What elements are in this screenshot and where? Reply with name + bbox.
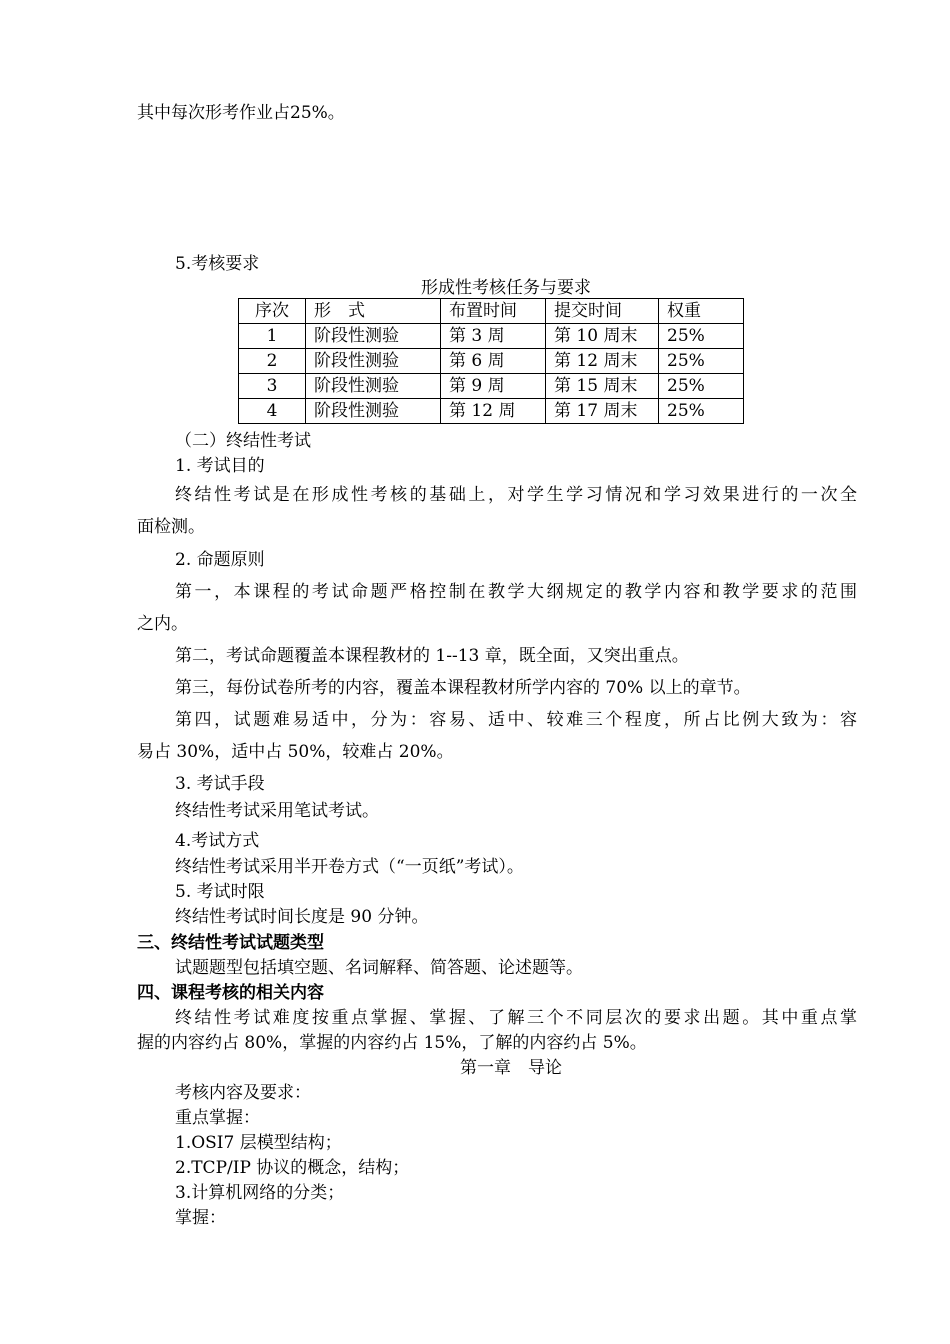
mode-heading: 4.考试方式 <box>175 831 260 851</box>
table-row <box>239 399 744 424</box>
assessment-heading: 5.考核要求 <box>175 254 260 274</box>
table-title: 形成性考核任务与要求 <box>421 278 591 298</box>
key-heading: 重点掌握： <box>175 1108 260 1128</box>
purpose-heading: 1. 考试目的 <box>175 456 265 476</box>
list-item: 3.计算机网络的分类； <box>175 1183 345 1203</box>
table-header-row <box>239 299 744 324</box>
table-cell: 阶段性测验 <box>306 374 441 399</box>
table-cell: 25% <box>659 399 744 424</box>
table-cell: 阶段性测验 <box>306 349 441 374</box>
principle-heading: 2. 命题原则 <box>175 550 265 570</box>
top-note: 其中每次形考作业占25%。 <box>137 103 345 123</box>
chapter-title: 第一章 导论 <box>460 1058 562 1078</box>
principle-4-line-2: 易占 30%，适中占 50%，较难占 20%。 <box>137 742 454 762</box>
principle-2: 第二，考试命题覆盖本课程教材的 1--13 章，既全面，又突出重点。 <box>175 646 689 666</box>
master-heading: 掌握： <box>175 1208 226 1228</box>
list-item: 2.TCP/IP 协议的概念，结构； <box>175 1158 410 1178</box>
table-cell: 阶段性测验 <box>306 399 441 424</box>
table-cell: 1 <box>239 324 306 349</box>
duration-heading: 5. 考试时限 <box>175 882 265 902</box>
principle-1-line-1: 第一，本课程的考试命题严格控制在教学大纲规定的教学内容和教学要求的范围 <box>175 582 857 602</box>
table-cell: 第 12 周 <box>441 399 546 424</box>
table-row <box>239 349 744 374</box>
table-cell: 第 3 周 <box>441 324 546 349</box>
header-cell: 形 式 <box>306 299 441 324</box>
principle-3: 第三，每份试卷所考的内容，覆盖本课程教材所学内容的 70% 以上的章节。 <box>175 678 751 698</box>
section-4-heading: 四、课程考核的相关内容 <box>137 983 324 1003</box>
assessment-table <box>238 298 744 424</box>
table-cell: 阶段性测验 <box>306 324 441 349</box>
section-4-line-1: 终结性考试难度按重点掌握、掌握、了解三个不同层次的要求出题。其中重点掌 <box>175 1008 857 1028</box>
purpose-line-1: 终结性考试是在形成性考核的基础上，对学生学习情况和学习效果进行的一次全 <box>175 485 857 505</box>
table-cell: 25% <box>659 374 744 399</box>
section-4-line-2: 握的内容约占 80%，掌握的内容约占 15%，了解的内容约占 5%。 <box>137 1033 647 1053</box>
means-heading: 3. 考试手段 <box>175 774 265 794</box>
header-cell: 提交时间 <box>546 299 659 324</box>
table-cell: 第 12 周末 <box>546 349 659 374</box>
header-cell: 权重 <box>659 299 744 324</box>
table-cell: 第 10 周末 <box>546 324 659 349</box>
header-cell: 布置时间 <box>441 299 546 324</box>
table-row <box>239 324 744 349</box>
table-cell: 第 9 周 <box>441 374 546 399</box>
final-exam-heading: （二）终结性考试 <box>175 431 311 451</box>
purpose-line-2: 面检测。 <box>137 517 205 537</box>
header-cell: 序次 <box>239 299 306 324</box>
table-cell: 25% <box>659 349 744 374</box>
table-cell: 第 6 周 <box>441 349 546 374</box>
means-text: 终结性考试采用笔试考试。 <box>175 801 379 821</box>
table-cell: 3 <box>239 374 306 399</box>
table-cell: 4 <box>239 399 306 424</box>
mode-text: 终结性考试采用半开卷方式（“一页纸”考试）。 <box>175 857 524 877</box>
section-3-heading: 三、终结性考试试题类型 <box>137 933 324 953</box>
table-row <box>239 374 744 399</box>
table-cell: 25% <box>659 324 744 349</box>
chapter-intro: 考核内容及要求： <box>175 1083 311 1103</box>
table-cell: 第 15 周末 <box>546 374 659 399</box>
duration-text: 终结性考试时间长度是 90 分钟。 <box>175 907 429 927</box>
principle-4-line-1: 第四，试题难易适中，分为：容易、适中、较难三个程度，所占比例大致为：容 <box>175 710 857 730</box>
table-cell: 第 17 周末 <box>546 399 659 424</box>
section-3-text: 试题题型包括填空题、名词解释、简答题、论述题等。 <box>175 958 583 978</box>
principle-1-line-2: 之内。 <box>137 614 188 634</box>
list-item: 1.OSI7 层模型结构； <box>175 1133 342 1153</box>
table-cell: 2 <box>239 349 306 374</box>
